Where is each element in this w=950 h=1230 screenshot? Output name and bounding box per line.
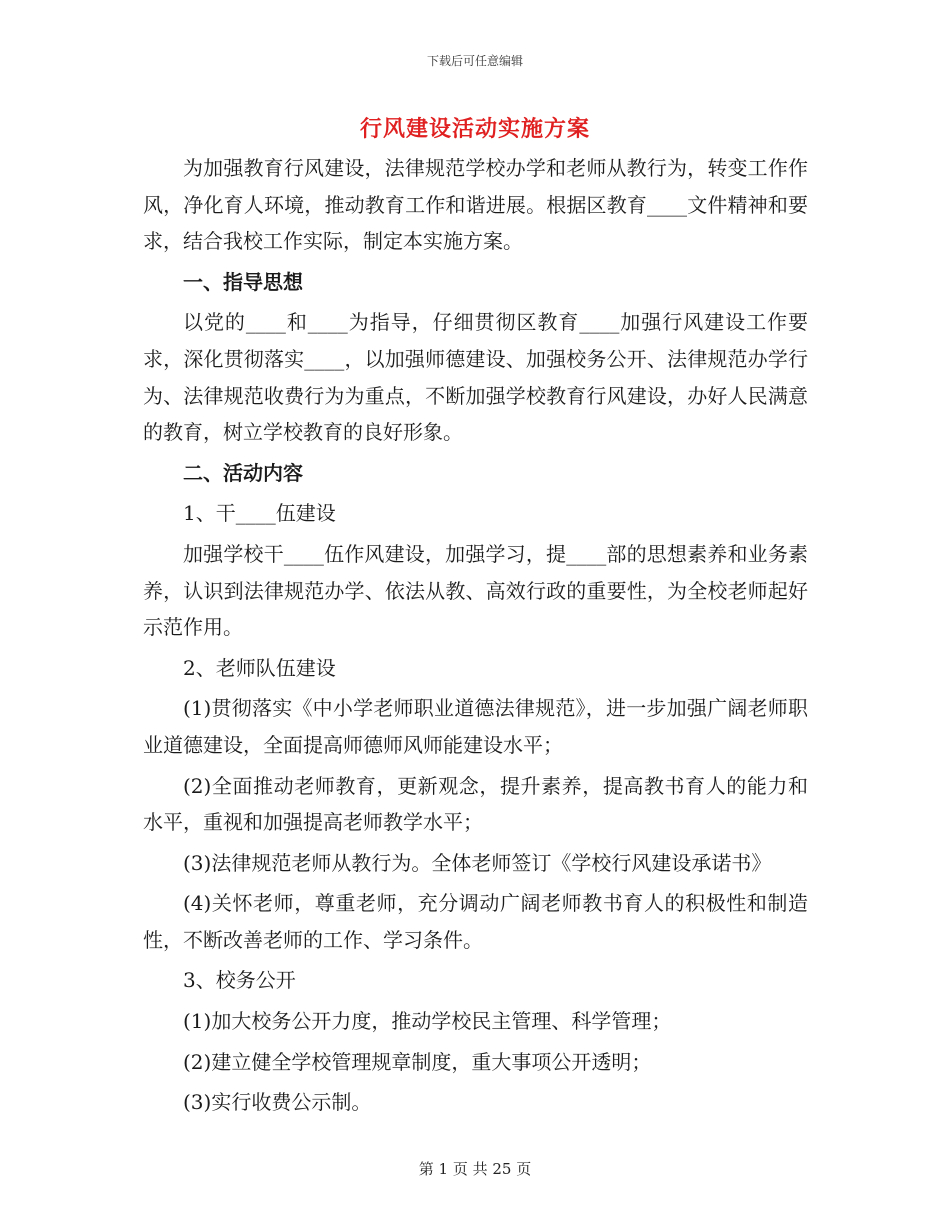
teacher-item-4: (4)关怀老师，尊重老师，充分调动广阔老师教书育人的积极性和制造性，不断改善老师的工作、学习条件。 [143, 891, 808, 952]
teacher-item-1: (1)贯彻落实《中小学老师职业道德法律规范》，进一步加强广阔老师职业道德建设，全面提高师德师风师能建设水平； [143, 696, 808, 757]
affairs-item-2: (2)建立健全学校管理规章制度，重大事项公开透明； [183, 1049, 652, 1074]
document-body [143, 150, 808, 1121]
page-number: 第 1 页 共 25 页 [418, 1160, 532, 1178]
document-title: 行风建设活动实施方案 [359, 116, 590, 142]
guiding-ideology-paragraph: 以党的____和____为指导，仔细贯彻区教育____加强行风建设工作要求，深化贯彻落实____，以加强师德建设、加强校务公开、法律规范办学行为、法律规范收费行为为重点，不断加强学校教育行风建设，办好人民满意的教育，树立学校教育的良好形象。 [143, 310, 808, 445]
teacher-item-3: (3)法律规范老师从教行为。全体老师签订《学校行风建设承诺书》 [183, 850, 772, 875]
subheading-cadre-team: 1、干____伍建设 [183, 501, 336, 526]
section-heading-activity-content: 二、活动内容 [183, 460, 303, 485]
affairs-item-1: (1)加大校务公开力度，推动学校民主管理、科学管理； [183, 1009, 672, 1034]
teacher-item-2: (2)全面推动老师教育，更新观念，提升素养，提高教书育人的能力和水平，重视和加强提高老师教学水平； [143, 773, 808, 835]
subheading-teacher-team: 2、老师队伍建设 [183, 655, 336, 680]
affairs-item-3: (3)实行收费公示制。 [183, 1090, 372, 1115]
intro-paragraph: 为加强教育行风建设，法律规范学校办学和老师从教行为，转变工作作风，净化育人环境，推动教育工作和谐进展。根据区教育____文件精神和要求，结合我校工作实际，制定本实施方案。 [143, 156, 808, 254]
subheading-school-affairs: 3、校务公开 [183, 968, 296, 993]
cadre-team-paragraph: 加强学校干____伍作风建设，加强学习，提____部的思想素养和业务素养，认识到法律规范办学、依法从教、高效行政的重要性，为全校老师起好示范作用。 [143, 541, 808, 640]
section-heading-guiding-ideology: 一、指导思想 [183, 269, 303, 294]
header-note: 下载后可任意编辑 [426, 54, 523, 68]
